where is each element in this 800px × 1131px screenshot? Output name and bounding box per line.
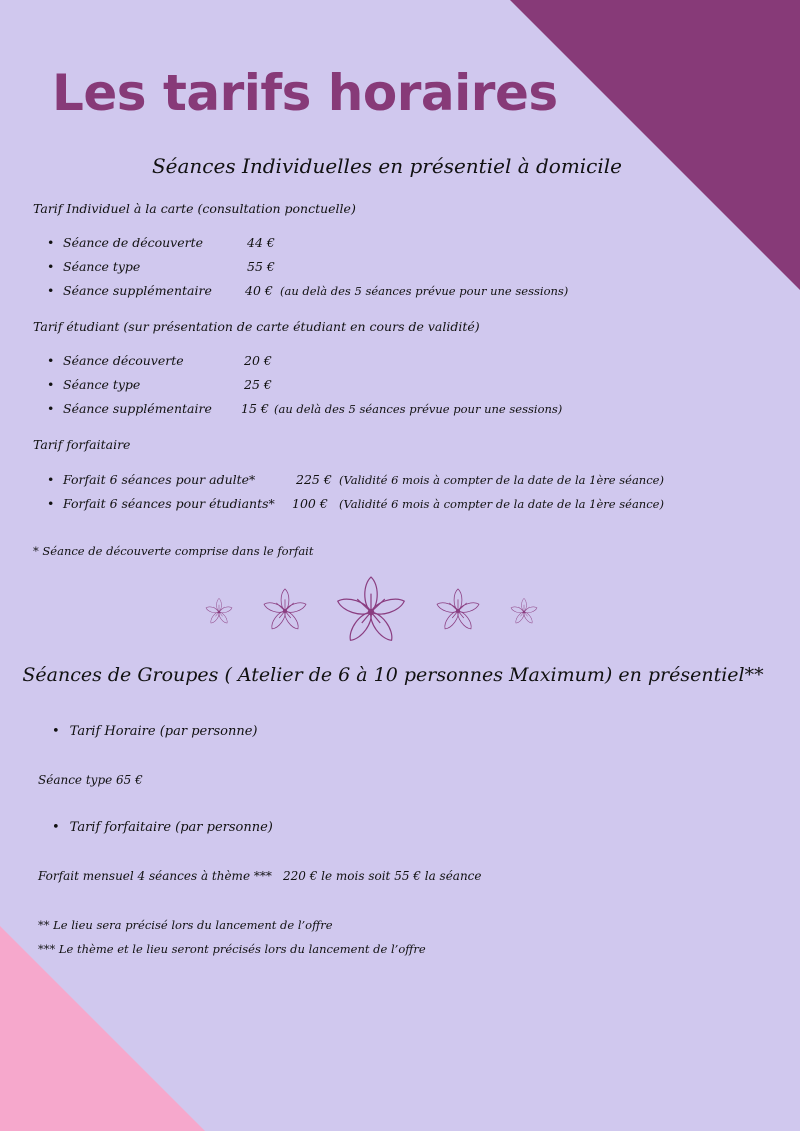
flower-divider [200, 572, 545, 652]
tarif-horaire-item: • Tarif Horaire (par personne) [52, 724, 257, 739]
item-note: (au delà des 5 séances prévue pour une sessions) [280, 284, 569, 298]
flower-icon [263, 589, 307, 631]
item-price: 44 € [247, 235, 275, 250]
item-price: 100 € [292, 496, 328, 511]
tarif-etudiant-title: Tarif étudiant (sur présentation de carte étudiant en cours de validité) [33, 319, 480, 334]
item-label: Séance type [63, 259, 141, 274]
corner-triangle-bottom-left [0, 926, 205, 1131]
item-label: Séance découverte [63, 353, 184, 368]
tarif-forfait-title: Tarif forfaitaire [33, 437, 131, 452]
corner-triangle-top-right [510, 0, 800, 290]
flower-icon [436, 589, 480, 631]
item-label: Séance supplémentaire [63, 401, 212, 416]
forfait-mensuel-price: 220 € le mois soit 55 € la séance [283, 869, 482, 883]
item-price: 20 € [244, 353, 272, 368]
item-label: Forfait 6 séances pour étudiants* [63, 496, 275, 511]
page-title: Les tarifs horaires [52, 64, 558, 122]
groupes-note-lieu: ** Le lieu sera précisé lors du lancement de l’offre [38, 918, 333, 932]
tarif-carte-title: Tarif Individuel à la carte (consultation ponctuelle) [33, 201, 356, 216]
forfait-mensuel-text: Forfait mensuel 4 séances à thème *** [38, 869, 272, 883]
item-label: Forfait 6 séances pour adulte* [63, 472, 256, 487]
flower-icon [510, 598, 538, 624]
tarif-horaire-text: Séance type 65 € [38, 773, 143, 787]
item-note: (Validité 6 mois à compter de la date de la 1ère séance) [339, 473, 664, 487]
item-price: 40 € [245, 283, 273, 298]
item-label: Séance de découverte [63, 235, 204, 250]
forfait-footnote: * Séance de découverte comprise dans le forfait [33, 544, 314, 558]
item-note: (au delà des 5 séances prévue pour une sessions) [274, 402, 563, 416]
tarif-forfaitaire-item: • Tarif forfaitaire (par personne) [52, 820, 273, 835]
item-label: Séance type [63, 377, 141, 392]
item-price: 55 € [247, 259, 275, 274]
item-label: Séance supplémentaire [63, 283, 212, 298]
item-price: 25 € [244, 377, 272, 392]
flower-icon [205, 598, 233, 624]
item-price: 15 € [241, 401, 269, 416]
section-groupes-heading: Séances de Groupes ( Atelier de 6 à 10 personnes Maximum) en présentiel** [22, 664, 764, 686]
item-note: (Validité 6 mois à compter de la date de la 1ère séance) [339, 497, 664, 511]
section-individual-heading: Séances Individuelles en présentiel à domicile [151, 154, 623, 178]
item-price: 225 € [296, 472, 332, 487]
flower-icon [336, 577, 406, 644]
groupes-note-theme: *** Le thème et le lieu seront précisés lors du lancement de l’offre [38, 942, 426, 956]
